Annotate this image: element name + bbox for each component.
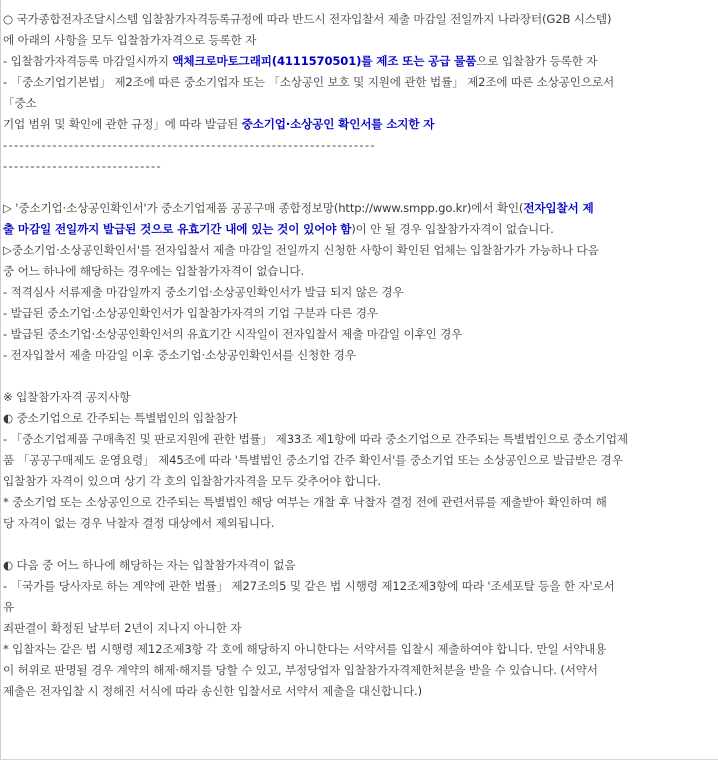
pledge-note-2: 이 허위로 판명될 경우 계약의 해제·해지를 당할 수 있고, 부정당업자 입찰참가자격제한처분을 받을 수 있습니다. (서약서 <box>3 663 598 677</box>
sme-certificate-highlight: 중소기업·소상공인 확인서를 소지한 자 <box>241 117 435 131</box>
exclusion-item: - 적격심사 서류제출 마감일까지 중소기업·소상공인확인서가 발급 되지 않은 경우 <box>3 285 404 299</box>
exclusion-item: - 발급된 중소기업·소상공인확인서가 입찰참가자격의 기업 구분과 다른 경우 <box>3 306 378 320</box>
qualification-intro-line-2: 에 아래의 사항을 모두 입찰참가자격으로 등록한 자 <box>3 33 257 47</box>
validity-highlight: 출 마감일 전일까지 발급된 것으로 유효기간 내에 있는 것이 있어야 함 <box>3 222 352 236</box>
tax-evasion-line-3: 죄판결이 확정된 날부터 2년이 지나지 아니한 자 <box>3 621 242 635</box>
disqualification-heading: ◐ 다음 중 어느 하나에 해당하는 자는 입찰참가자격이 없음 <box>3 558 296 572</box>
sme-law-line: - 「중소기업기본법」 제2조에 따른 중소기업자 또는 「소상공인 보호 및 지원에 관한 법률」 제2조에 따른 소상공인으로서 <box>3 75 614 89</box>
deadline-highlight: 전자입찰서 제 <box>523 201 594 215</box>
sme-law-line-2: 「중소 <box>3 96 37 110</box>
tax-evasion-line-2: 유 <box>3 600 15 614</box>
special-corp-heading: ◐ 중소기업으로 간주되는 특별법인의 입찰참가 <box>3 411 238 425</box>
sme-certificate-line: 기업 범위 및 확인에 관한 규정」에 따라 발급된 중소기업·소상공인 확인서를 소지한 자 <box>3 117 435 131</box>
tax-evasion-line: - 「국가를 당사자로 하는 계약에 관한 법률」 제27조의5 및 같은 법 시행령 제12조제3항에 따라 '조세포탈 등을 한 자'로서 <box>3 579 615 593</box>
sme-check-line: ▷ '중소기업·소상공인확인서'가 중소기업제품 공공구매 종합정보망(http://www.smpp.go.kr)에서 확인(전자입찰서 제 <box>3 201 594 215</box>
special-corp-line: - 「중소기업제품 구매촉진 및 판로지원에 관한 법률」 제33조 제1항에 따라 중소기업으로 간주되는 특별법인으로 중소기업제 <box>3 432 628 446</box>
pledge-note: * 입찰자는 같은 법 시행령 제12조제3항 각 호에 해당하지 아니한다는 서약서를 입찰시 제출하여야 합니다. 만일 서약내용 <box>3 642 607 656</box>
exclusion-item: - 발급된 중소기업·소상공인확인서의 유효기간 시작일이 전자입찰서 제출 마감일 이후인 경우 <box>3 327 463 341</box>
sme-check-line-2: 출 마감일 전일까지 발급된 것으로 유효기간 내에 있는 것이 있어야 함)이 안 될 경우 입찰참가자격이 없습니다. <box>3 222 554 236</box>
sme-application-line-2: 중 어느 하나에 해당하는 경우에는 입찰참가자격이 없습니다. <box>3 264 304 278</box>
exclusion-item: - 전자입찰서 제출 마감일 이후 중소기업·소상공인확인서를 신청한 경우 <box>3 348 356 362</box>
pledge-note-3: 제출은 전자입찰 시 정해진 서식에 따라 송신한 입찰서로 서약서 제출을 대신합니다.) <box>3 684 422 698</box>
special-corp-note-2: 당 자격이 없는 경우 낙찰자 결정 대상에서 제외됩니다. <box>3 516 275 530</box>
product-highlight: 액체크로마토그래피(4111570501)를 제조 또는 공급 물품 <box>172 54 477 68</box>
special-corp-note: * 중소기업 또는 소상공인으로 간주되는 특별법인 해당 여부는 개찰 후 낙찰자 결정 전에 관련서류를 제출받아 확인하며 해 <box>3 495 607 509</box>
divider-dashes-2: ----------------------------- <box>3 159 163 173</box>
special-corp-line-2: 품 「공공구매제도 운영요령」 제45조에 따라 '특별법인 중소기업 간주 확인서'를 중소기업 또는 소상공인으로 발급받은 경우 <box>3 453 623 467</box>
sme-application-line: ▷중소기업·소상공인확인서'를 전자입찰서 제출 마감일 전일까지 신청한 사항이 확인된 업체는 입찰참가가 가능하나 다음 <box>3 243 599 257</box>
special-corp-line-3: 입찰참가 자격이 있으며 상기 각 호의 입찰참가자격을 모두 갖추어야 합니다. <box>3 474 381 488</box>
notice-heading: ※ 입찰참가자격 공지사항 <box>3 390 131 404</box>
qualification-intro-line: ○ 국가종합전자조달시스템 입찰참가자격등록규정에 따라 반드시 전자입찰서 제출 마감일 전일까지 나라장터(G2B 시스템) <box>3 12 612 26</box>
divider-dashes: -------------------------------------------------------------------- <box>3 138 376 152</box>
registration-deadline-line: - 입찰참가자격등록 마감일시까지 액체크로마토그래피(4111570501)를 제조 또는 공급 물품으로 입찰참가 등록한 자 <box>3 54 598 68</box>
